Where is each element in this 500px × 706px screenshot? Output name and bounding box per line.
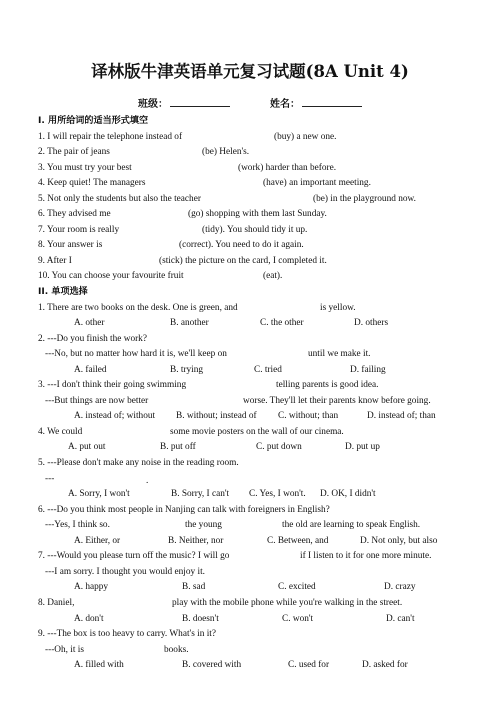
- option[interactable]: C. Between, and: [267, 535, 329, 546]
- class-field[interactable]: [170, 95, 230, 107]
- option[interactable]: A. instead of; without: [74, 411, 156, 422]
- option[interactable]: B. doesn't: [182, 613, 219, 624]
- option[interactable]: C. won't: [282, 613, 314, 624]
- question-stem: 9. ---The box is too heavy to carry. What's in it?: [38, 629, 217, 640]
- options-row: [38, 316, 488, 332]
- option[interactable]: A. Sorry, I won't: [68, 489, 130, 500]
- question-stem: --- .: [45, 473, 149, 486]
- option[interactable]: A. Either, or: [74, 535, 121, 546]
- options-row: [38, 658, 488, 674]
- question-stem: 4. We could some movie posters on the wall of our cinema.: [38, 426, 344, 437]
- options-row: [38, 487, 488, 503]
- question-stem: 6. ---Do you think most people in Nanjing can talk with foreigners in English?: [38, 504, 330, 515]
- fill-item: 9. After I (stick) the picture on the card, I completed it.: [38, 255, 327, 266]
- question-stem: ---But things are now better worse. They'll let their parents know before going.: [45, 395, 431, 406]
- question-stem: ---Yes, I think so. the young the old are learning to speak English.: [45, 520, 421, 531]
- option[interactable]: B. covered with: [182, 660, 242, 671]
- option[interactable]: D. OK, I didn't: [320, 489, 376, 500]
- options-row: [38, 440, 488, 456]
- question-stem: ---Oh, it is books.: [45, 644, 189, 655]
- option[interactable]: D. crazy: [384, 582, 416, 593]
- options-row: [38, 363, 488, 379]
- option[interactable]: A. don't: [74, 613, 104, 624]
- class-label: 班级：: [138, 99, 168, 110]
- option[interactable]: D. asked for: [362, 660, 408, 671]
- option[interactable]: D. put up: [345, 442, 380, 453]
- name-label: 姓名：: [270, 99, 300, 110]
- option[interactable]: B. another: [170, 318, 209, 329]
- option[interactable]: D. failing: [350, 364, 386, 375]
- options-row: [38, 409, 488, 425]
- option[interactable]: D. instead of; than: [367, 411, 436, 422]
- fill-item: 5. Not only the students but also the teacher (be) in the playground now.: [38, 193, 416, 204]
- question-stem: 8. Daniel, play with the mobile phone while you're walking in the street.: [38, 597, 403, 608]
- section-heading: I. 用所给词的适当形式填空: [38, 116, 149, 126]
- fill-item: 6. They advised me (go) shopping with them last Sunday.: [38, 209, 327, 220]
- options-row: [38, 534, 488, 550]
- fill-item: 2. The pair of jeans (be) Helen's.: [38, 147, 250, 158]
- option[interactable]: C. without; than: [278, 411, 339, 422]
- option[interactable]: B. Sorry, I can't: [171, 489, 230, 500]
- option[interactable]: C. used for: [288, 660, 330, 671]
- option[interactable]: D. others: [354, 318, 389, 329]
- fill-item: 10. You can choose your favourite fruit (eat).: [38, 271, 283, 282]
- option[interactable]: D. can't: [386, 613, 415, 624]
- option[interactable]: A. filled with: [74, 660, 124, 671]
- fill-item: 4. Keep quiet! The managers (have) an important meeting.: [38, 178, 371, 189]
- name-field[interactable]: [302, 95, 362, 107]
- option[interactable]: A. other: [74, 318, 105, 329]
- question-stem: ---No, but no matter how hard it is, we'll keep on until we make it.: [45, 349, 371, 360]
- option[interactable]: C. excited: [278, 582, 316, 593]
- options-row: [38, 580, 488, 596]
- option[interactable]: C. put down: [256, 442, 302, 453]
- question-stem: 5. ---Please don't make any noise in the reading room.: [38, 458, 239, 469]
- question-stem: ---I am sorry. I thought you would enjoy it.: [45, 566, 205, 577]
- option[interactable]: A. failed: [74, 364, 107, 375]
- option[interactable]: D. Not only, but also: [360, 535, 438, 546]
- option[interactable]: C. tried: [254, 364, 282, 375]
- page-title: 译林版牛津英语单元复习试题(8A Unit 4): [91, 62, 409, 81]
- option[interactable]: B. Neither, nor: [168, 535, 224, 546]
- question-stem: 1. There are two books on the desk. One is green, and is yellow.: [38, 302, 356, 313]
- question-stem: 7. ---Would you please turn off the music? I will go if I listen to it for one more minute.: [38, 551, 432, 562]
- option[interactable]: C. Yes, I won't.: [249, 489, 306, 500]
- option[interactable]: A. put out: [68, 442, 106, 453]
- option[interactable]: A. happy: [74, 582, 109, 593]
- question-stem: 2. ---Do you finish the work?: [38, 333, 147, 344]
- question-stem: 3. ---I don't think their going swimming telling parents is good idea.: [38, 380, 379, 391]
- option[interactable]: B. trying: [170, 364, 204, 375]
- option[interactable]: C. the other: [260, 318, 304, 329]
- option[interactable]: B. sad: [182, 582, 206, 593]
- fill-item: 3. You must try your best (work) harder than before.: [38, 162, 337, 173]
- options-row: [38, 612, 488, 628]
- fill-item: 1. I will repair the telephone instead of (buy) a new one.: [38, 131, 337, 142]
- fill-item: 7. Your room is really (tidy). You should tidy it up.: [38, 224, 308, 235]
- fill-item: 8. Your answer is (correct). You need to do it again.: [38, 240, 304, 251]
- option[interactable]: B. without; instead of: [176, 411, 257, 422]
- option[interactable]: B. put off: [160, 442, 196, 453]
- exam-content: [38, 114, 488, 674]
- section-heading: II. 单项选择: [38, 287, 88, 298]
